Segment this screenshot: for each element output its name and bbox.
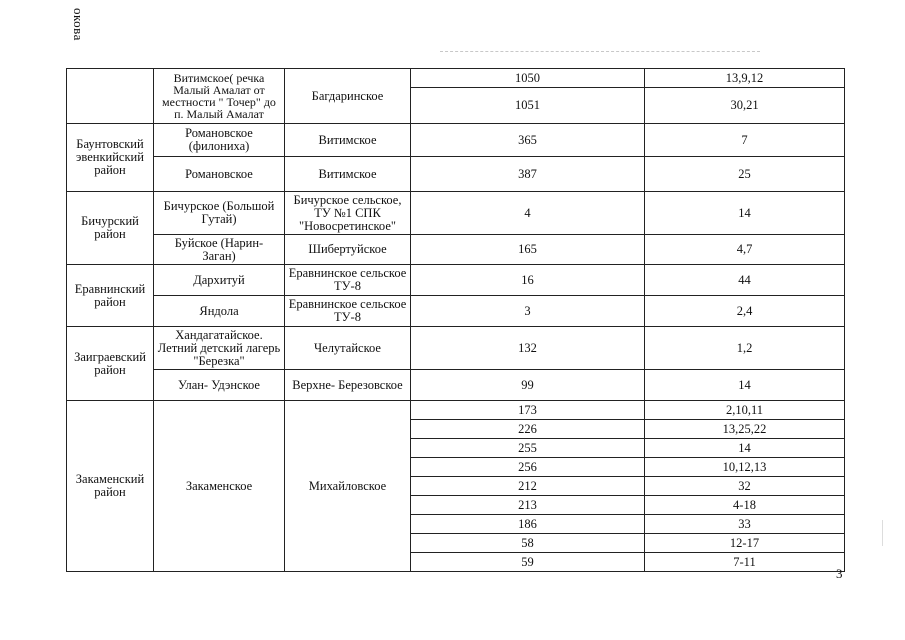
values-cell: 30,21 [645,88,845,124]
district-cell: Багдаринское [285,69,411,124]
values-cell: 13,25,22 [645,420,845,439]
district-cell: Витимское [285,157,411,192]
number-cell: 173 [411,401,645,420]
settlement-cell: Романовское (филониха) [154,124,285,157]
values-cell: 2,4 [645,296,845,327]
settlement-cell: Романовское [154,157,285,192]
values-cell: 1,2 [645,327,845,370]
table-row [67,296,845,327]
settlement-cell: Улан- Удэнское [154,370,285,401]
number-cell: 4 [411,192,645,235]
district-cell: Михайловское [285,401,411,572]
number-cell: 255 [411,439,645,458]
settlement-cell: Закаменское [154,401,285,572]
district-cell: Челутайское [285,327,411,370]
number-cell: 1050 [411,69,645,88]
district-cell: Еравнинское сельское ТУ-8 [285,296,411,327]
table-row [67,157,845,192]
district-cell: Витимское [285,124,411,157]
values-cell: 7 [645,124,845,157]
values-cell: 4-18 [645,496,845,515]
region-cell: Баунтовский эвенкийский район [67,124,154,192]
values-cell: 14 [645,439,845,458]
region-cell: Заиграевский район [67,327,154,401]
table-row [67,401,845,420]
settlement-cell: Бичурское (Большой Гутай) [154,192,285,235]
table-row [67,192,845,235]
region-cell: Бичурский район [67,192,154,265]
number-cell: 3 [411,296,645,327]
settlement-cell: Хандагатайское. Летний детский лагерь "Березка" [154,327,285,370]
values-cell: 25 [645,157,845,192]
number-cell: 59 [411,553,645,572]
district-cell: Еравнинское сельское ТУ-8 [285,265,411,296]
margin-text: окова [71,8,86,41]
district-cell: Верхне- Березовское [285,370,411,401]
table-row [67,235,845,265]
values-cell: 33 [645,515,845,534]
values-cell: 13,9,12 [645,69,845,88]
number-cell: 165 [411,235,645,265]
values-cell: 32 [645,477,845,496]
data-table [66,68,845,572]
table-row [67,69,845,88]
scan-artifact [882,520,883,546]
table-row [67,124,845,157]
number-cell: 99 [411,370,645,401]
number-cell: 213 [411,496,645,515]
number-cell: 186 [411,515,645,534]
settlement-cell: Буйское (Нарин- Заган) [154,235,285,265]
faint-header-line [440,51,760,52]
page-number: 3 [836,566,843,581]
region-cell-empty [67,69,154,124]
table-row [67,265,845,296]
number-cell: 256 [411,458,645,477]
settlement-cell: Яндола [154,296,285,327]
values-cell: 14 [645,192,845,235]
settlement-cell: Дархитуй [154,265,285,296]
number-cell: 132 [411,327,645,370]
table-row [67,370,845,401]
region-cell: Еравнинский район [67,265,154,327]
values-cell: 14 [645,370,845,401]
number-cell: 1051 [411,88,645,124]
number-cell: 212 [411,477,645,496]
number-cell: 58 [411,534,645,553]
values-cell: 2,10,11 [645,401,845,420]
number-cell: 365 [411,124,645,157]
district-cell: Бичурское сельское, ТУ №1 СПК "Новосретинское" [285,192,411,235]
district-cell: Шибертуйское [285,235,411,265]
region-cell: Закаменский район [67,401,154,572]
values-cell: 12-17 [645,534,845,553]
values-cell: 7-11 [645,553,845,572]
values-cell: 4,7 [645,235,845,265]
settlement-cell: Витимское( речка Малый Амалат от местности " Точер" до п. Малый Амалат [154,69,285,124]
table-row [67,327,845,370]
number-cell: 387 [411,157,645,192]
number-cell: 16 [411,265,645,296]
values-cell: 44 [645,265,845,296]
number-cell: 226 [411,420,645,439]
values-cell: 10,12,13 [645,458,845,477]
